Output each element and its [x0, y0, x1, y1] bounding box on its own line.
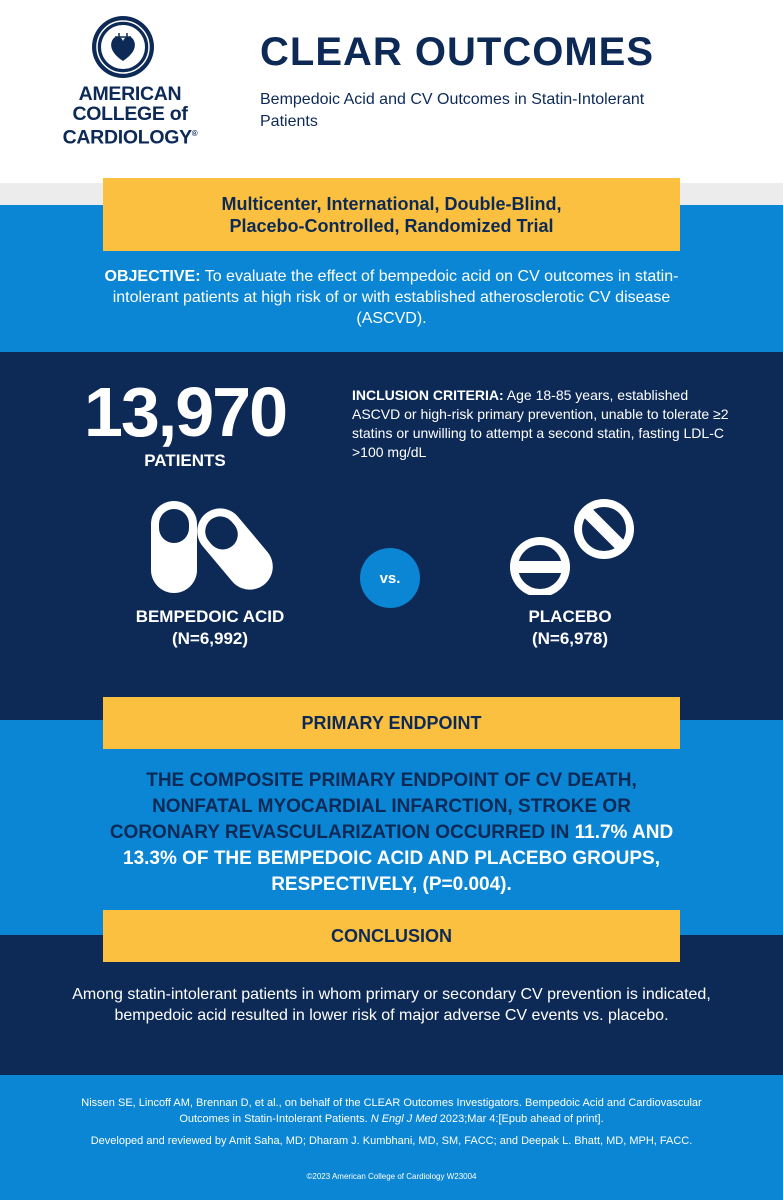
inclusion-body: Age 18-85 years, established ASCVD or high-risk primary prevention, unable to tolerate ≥2 statins or unwilling to attempt a second statin, fasting LDL-C >100 mg/dL: [352, 387, 729, 460]
logo-line-cardiology: [55, 124, 205, 148]
versus-badge: vs.: [360, 548, 420, 608]
citation-end: 2023;Mar 4:[Epub ahead of print].: [436, 1113, 604, 1125]
trial-design-box: [103, 178, 680, 251]
patient-count-label: PATIENTS: [144, 451, 226, 470]
treatment-arm-name: BEMPEDOIC ACID: [135, 607, 285, 626]
objective-text: [95, 266, 688, 329]
inclusion-criteria: [352, 386, 732, 462]
endpoint-result: 11.7% AND 13.3% OF THE BEMPEDOIC ACID AND PLACEBO GROUPS, RESPECTIVELY, (P=0.004).: [123, 822, 674, 895]
placebo-arm-n: (N=6,978): [531, 629, 609, 648]
objective-label: OBJECTIVE:: [104, 268, 201, 285]
registered-mark: ®: [191, 129, 198, 138]
logo-line-college: COLLEGE of: [72, 103, 188, 125]
placebo-arm-label: [470, 606, 670, 650]
logo-cardiology-text: CARDIOLOGY: [62, 126, 192, 149]
placebo-arm-name: PLACEBO: [528, 607, 612, 626]
objective-body: To evaluate the effect of bempedoic acid on CV outcomes in statin-intolerant patients at high risk of or with established atherosclerotic CV disease (ASCVD).: [112, 268, 679, 327]
primary-endpoint-text: [100, 768, 683, 898]
conclusion-text: Among statin-intolerant patients in whom primary or secondary CV prevention is indicated, bempedoic acid resulted in lower risk of major adverse CV events vs. placebo.: [72, 986, 711, 1024]
citation: [70, 1095, 713, 1127]
copyright: ©2023 American College of Cardiology W23004: [306, 1172, 477, 1181]
pills-icon: [145, 497, 275, 597]
placebo-tablet-icon: [500, 495, 640, 595]
logo-line-american: AMERICAN: [78, 83, 182, 105]
trial-design-line1: Multicenter, International, Double-Blind,: [221, 193, 562, 214]
primary-endpoint-heading: PRIMARY ENDPOINT: [103, 697, 680, 749]
trial-design-line2: Placebo-Controlled, Randomized Trial: [229, 215, 554, 236]
endpoint-definition: THE COMPOSITE PRIMARY ENDPOINT OF CV DEATH, NONFATAL MYOCARDIAL INFARCTION, STROKE OR CORONARY REVASCULARIZATION OCCURRED IN: [109, 770, 637, 843]
treatment-arm-label: [105, 606, 315, 650]
page-title: CLEAR OUTCOMES: [260, 30, 654, 74]
treatment-arm-n: (N=6,992): [171, 629, 249, 648]
citation-main: Nissen SE, Lincoff AM, Brennan D, et al., on behalf of the CLEAR Outcomes Investigators. Bempedoic Acid and Cardiovascular Outcomes in Statin-Intolerant Patients.: [81, 1097, 702, 1125]
acc-wordmark: [55, 84, 205, 148]
developed-by: Developed and reviewed by Amit Saha, MD; Dharam J. Kumbhani, MD, SM, FACC; and Deepak L. Bhatt, MD, MPH, FACC.: [90, 1135, 693, 1147]
acc-seal-logo: [91, 15, 155, 79]
conclusion-heading: CONCLUSION: [103, 910, 680, 962]
patient-count: 13,970: [83, 373, 287, 451]
page-subtitle: Bempedoic Acid and CV Outcomes in Statin-Intolerant Patients: [260, 91, 645, 130]
citation-journal: N Engl J Med: [370, 1113, 437, 1125]
inclusion-label: INCLUSION CRITERIA:: [352, 387, 504, 403]
